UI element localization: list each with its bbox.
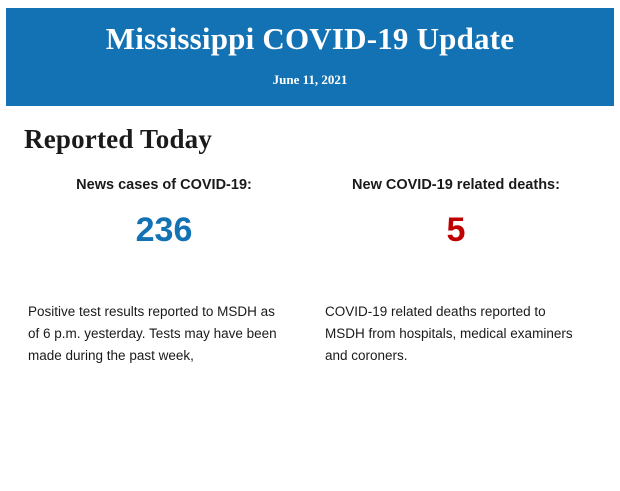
stat-label-new-deaths: New COVID-19 related deaths: — [352, 177, 560, 194]
stat-label-new-cases: News cases of COVID-19: — [76, 177, 252, 194]
stat-new-cases — [18, 177, 310, 250]
header-banner — [6, 8, 614, 106]
report-date: June 11, 2021 — [272, 72, 348, 88]
description-new-deaths — [305, 301, 602, 367]
stats-row — [0, 177, 620, 250]
description-new-cases — [8, 301, 305, 367]
stat-value-new-deaths: 5 — [446, 211, 466, 250]
description-text-new-deaths: COVID-19 related deaths reported to MSDH from hospitals, medical examiners and coroners. — [325, 304, 573, 363]
covid-update-page — [0, 8, 620, 491]
page-title: Mississippi COVID-19 Update — [105, 21, 515, 56]
descriptions-row — [0, 301, 620, 367]
stat-new-deaths — [310, 177, 602, 250]
description-text-new-cases: Positive test results reported to MSDH as of 6 p.m. yesterday. Tests may have been made during the past week, — [28, 304, 277, 363]
section-heading: Reported Today — [24, 124, 213, 155]
stat-value-new-cases: 236 — [135, 211, 193, 250]
